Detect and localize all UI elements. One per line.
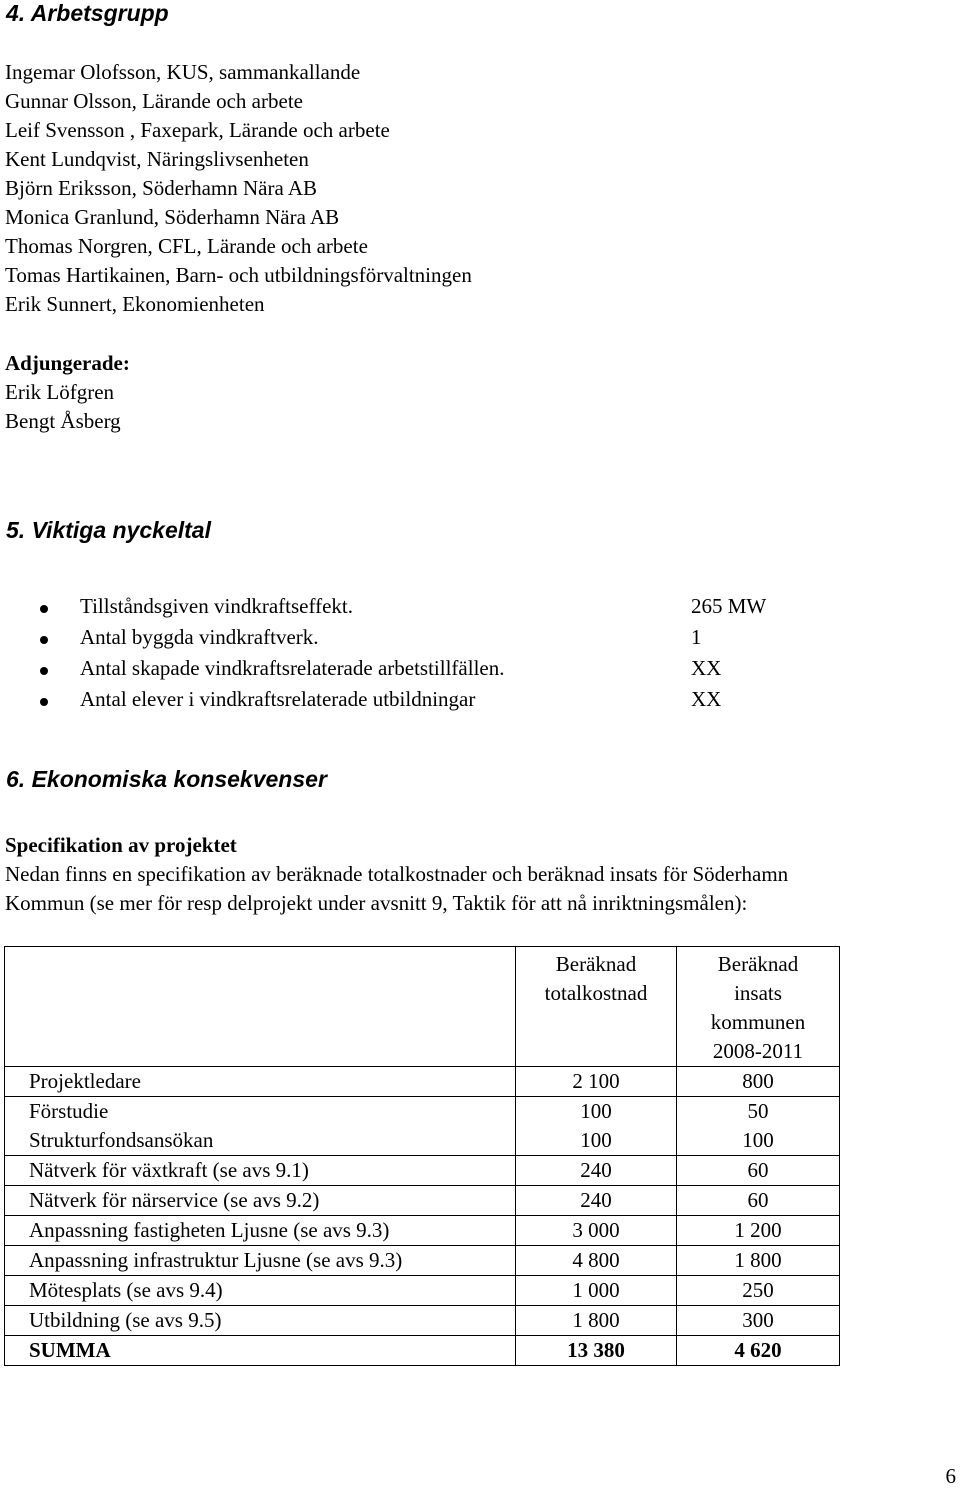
row-insats: 800: [677, 1067, 840, 1097]
bullet-icon: [40, 667, 48, 675]
cost-table: [4, 946, 840, 1366]
section-4-heading: 4. Arbetsgrupp: [6, 0, 169, 26]
row-total-line-2: 100: [580, 1128, 612, 1152]
row-insats: 1 800: [677, 1246, 840, 1276]
key-figure-item: [0, 687, 960, 718]
table-row: [5, 1216, 840, 1246]
row-label-line-1: Förstudie: [29, 1099, 109, 1123]
table-sum-row: [5, 1336, 840, 1366]
header-insats-line-2: insats: [734, 981, 782, 1005]
member-3: Leif Svensson , Faxepark, Lärande och arbete: [5, 118, 390, 142]
page-number: 6: [945, 1464, 956, 1488]
table-row: [5, 1156, 840, 1186]
row-insats: 60: [677, 1186, 840, 1216]
key-figure-label: Antal elever i vindkraftsrelaterade utbildningar: [80, 687, 476, 711]
key-figure-item: [0, 625, 960, 656]
row-total: 1 800: [516, 1306, 677, 1336]
key-figure-value: XX: [691, 687, 722, 711]
key-figure-value: 265 MW: [691, 594, 767, 618]
row-label: Anpassning infrastruktur Ljusne (se avs 9.3): [5, 1246, 516, 1276]
row-insats: 300: [677, 1306, 840, 1336]
member-5: Björn Eriksson, Söderhamn Nära AB: [5, 176, 318, 200]
bullet-icon: [40, 698, 48, 706]
row-total: 2 100: [516, 1067, 677, 1097]
member-1: Ingemar Olofsson, KUS, sammankallande: [5, 60, 361, 84]
intro-line-1: Nedan finns en specifikation av beräknade totalkostnader och beräknad insats för Söderhamn: [5, 862, 789, 886]
bullet-icon: [40, 636, 48, 644]
header-total-line-1: Beräknad: [555, 952, 637, 976]
section-6-subheading: Specifikation av projektet: [5, 833, 237, 857]
row-total: [516, 1097, 677, 1156]
row-label: Utbildning (se avs 9.5): [5, 1306, 516, 1336]
row-total: 1 000: [516, 1276, 677, 1306]
header-insats-line-1: Beräknad: [717, 952, 799, 976]
row-total: 3 000: [516, 1216, 677, 1246]
member-6: Monica Granlund, Söderhamn Nära AB: [5, 205, 340, 229]
table-header-total: [516, 947, 677, 1067]
member-4: Kent Lundqvist, Näringslivsenheten: [5, 147, 309, 171]
key-figure-item: [0, 656, 960, 687]
table-row: [5, 1246, 840, 1276]
key-figure-item: [0, 594, 960, 625]
table-row: [5, 1186, 840, 1216]
header-insats-line-4: 2008-2011: [712, 1039, 804, 1063]
sum-total: 13 380: [516, 1336, 677, 1366]
row-total: 240: [516, 1186, 677, 1216]
table-row: [5, 1067, 840, 1097]
adjunct-heading: Adjungerade:: [5, 351, 130, 375]
row-insats-line-2: 100: [742, 1128, 774, 1152]
member-2: Gunnar Olsson, Lärande och arbete: [5, 89, 303, 113]
row-label-line-2: Strukturfondsansökan: [29, 1128, 214, 1152]
key-figure-label: Antal skapade vindkraftsrelaterade arbetstillfällen.: [80, 656, 505, 680]
table-row: [5, 1306, 840, 1336]
header-total-line-2: totalkostnad: [544, 981, 648, 1005]
sum-insats: 4 620: [677, 1336, 840, 1366]
table-header-row: [5, 947, 840, 1067]
member-9: Erik Sunnert, Ekonomienheten: [5, 292, 265, 316]
row-total-line-1: 100: [580, 1099, 612, 1123]
row-insats: 60: [677, 1156, 840, 1186]
member-7: Thomas Norgren, CFL, Lärande och arbete: [5, 234, 368, 258]
adjunct-2: Bengt Åsberg: [5, 409, 121, 433]
row-label: Nätverk för växtkraft (se avs 9.1): [5, 1156, 516, 1186]
row-insats: 1 200: [677, 1216, 840, 1246]
bullet-icon: [40, 605, 48, 613]
row-total: 240: [516, 1156, 677, 1186]
key-figure-label: Tillståndsgiven vindkraftseffekt.: [80, 594, 353, 618]
key-figure-label: Antal byggda vindkraftverk.: [80, 625, 319, 649]
row-insats-line-1: 50: [747, 1099, 769, 1123]
row-insats: [677, 1097, 840, 1156]
intro-line-2: Kommun (se mer för resp delprojekt under avsnitt 9, Taktik för att nå inriktningsmålen):: [5, 891, 748, 915]
row-label: [5, 1097, 516, 1156]
member-8: Tomas Hartikainen, Barn- och utbildningsförvaltningen: [5, 263, 472, 287]
row-label: Projektledare: [5, 1067, 516, 1097]
key-figure-value: XX: [691, 656, 722, 680]
row-label: Anpassning fastigheten Ljusne (se avs 9.3): [5, 1216, 516, 1246]
header-insats-line-3: kommunen: [710, 1010, 806, 1034]
section-5-heading: 5. Viktiga nyckeltal: [6, 517, 211, 543]
sum-label: SUMMA: [5, 1336, 516, 1366]
key-figure-value: 1: [691, 625, 702, 649]
row-label: Nätverk för närservice (se avs 9.2): [5, 1186, 516, 1216]
row-label: Mötesplats (se avs 9.4): [5, 1276, 516, 1306]
table-header-insats: [677, 947, 840, 1067]
table-row: [5, 1276, 840, 1306]
row-total: 4 800: [516, 1246, 677, 1276]
table-header-empty: [5, 947, 516, 1067]
row-insats: 250: [677, 1276, 840, 1306]
adjunct-1: Erik Löfgren: [5, 380, 115, 404]
section-6-heading: 6. Ekonomiska konsekvenser: [6, 766, 327, 792]
table-row: [5, 1097, 840, 1156]
